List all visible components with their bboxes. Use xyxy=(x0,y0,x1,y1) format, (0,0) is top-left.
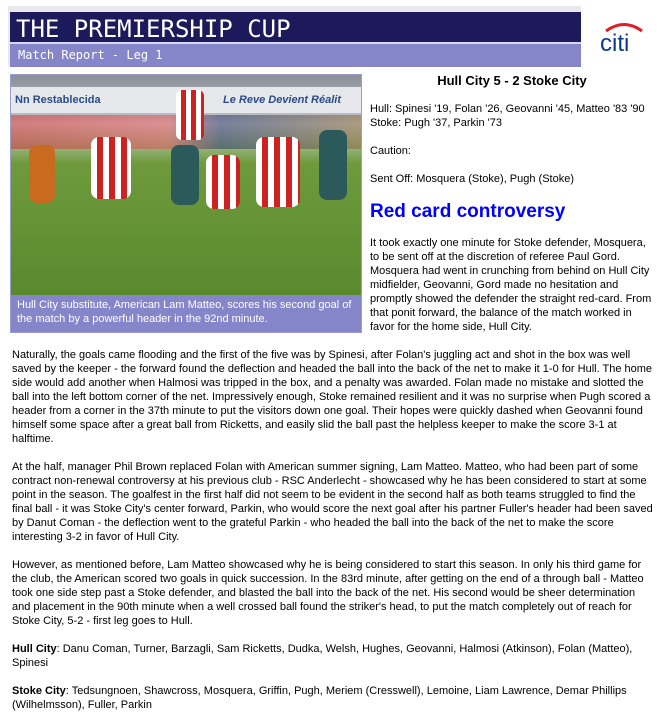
player xyxy=(171,145,199,205)
article-paragraph: It took exactly one minute for Stoke defender, Mosquera, to be sent off at the discretion of referee Paul Gord. Mosquera had went in crunching from behind on Hull City midfielder, Geovanni, Gord made no hesitation and promptly showed the defender the straight red-card. From that ponit forward, the balance of the match worked in favor for the home side, Hull City. xyxy=(370,237,652,333)
cautions: Caution: xyxy=(370,145,411,157)
citi-logo xyxy=(598,20,648,54)
article-content xyxy=(12,74,654,726)
article-paragraph: Naturally, the goals came flooding and the first of the five was by Spinesi, after Folan's juggling act and shot in the box was well saved by the keeper - the forward found the deflection and headed the ball into the back of the net to make it 1-0 for Hull. The home side would add another when Halmosi was tripped in the box, and a penalty was awarded. Folan made no mistake and slotted the ball into the left bottom corner of the net. Impressively enough, Stoke remained resilient and it was no surprise when Pugh scored a header from a corner in the 37th minute to put the visitors down one goal. Their hopes were quickly dashed when Geovanni found himself some space after a great ball from Ricketts, and easily slid the ball past the helpless keeper to make the score 3-1 at halftime. xyxy=(12,349,653,445)
lineup-hull xyxy=(12,642,654,670)
match-photo xyxy=(11,75,361,295)
stoke-scorers: Stoke: Pugh '37, Parkin '73 xyxy=(370,117,503,129)
subtitle-band xyxy=(10,44,581,67)
page-header xyxy=(8,6,581,66)
page-subtitle: Match Report - Leg 1 xyxy=(18,48,163,62)
team-players: : Danu Coman, Turner, Barzagli, Sam Ricketts, Dudka, Welsh, Hughes, Geovanni, Halmosi (Atkinson), Folan (Matteo), Spinesi xyxy=(12,643,633,669)
photo-figure xyxy=(10,74,362,333)
ad-text-left: Nn Restablecida xyxy=(15,94,101,106)
player xyxy=(29,145,55,203)
ad-text-right: Le Reve Devient Réalit xyxy=(223,94,341,106)
player xyxy=(256,137,300,207)
player xyxy=(206,155,240,209)
svg-text:citi: citi xyxy=(600,30,630,54)
team-name: Stoke City xyxy=(12,685,66,697)
sent-off: Sent Off: Mosquera (Stoke), Pugh (Stoke) xyxy=(370,173,575,185)
lineup-stoke xyxy=(12,684,654,712)
team-name: Hull City xyxy=(12,643,57,655)
player xyxy=(319,130,347,200)
hull-scorers: Hull: Spinesi '19, Folan '26, Geovanni '45, Matteo '83 '90 xyxy=(370,103,645,115)
photo-caption: Hull City substitute, American Lam Matteo, scores his second goal of the match by a powerful header in the 92nd minute. xyxy=(17,299,352,325)
title-band xyxy=(10,12,581,44)
player xyxy=(91,137,131,199)
article-paragraph: However, as mentioned before, Lam Matteo showcased why he is being considered to start this season. In only his third game for the club, the American scored two goals in quick succession. In the 83rd minute, after getting on the end of a through ball - Matteo took one side step past a Stoke defender, and blasted the ball into the back of the net. His second would be sheer determination and placement in the 90th minute when a well crossed ball found the striker's head, to put the match completely out of reach for Stoke City, 5-2 - first leg goes to Hull. xyxy=(12,559,644,627)
player xyxy=(176,90,204,140)
section-heading: Red card controversy xyxy=(370,201,566,222)
article-paragraph: At the half, manager Phil Brown replaced Folan with American summer signing, Lam Matteo. Matteo, who had been part of some contract non-renewal controversy at his previous club - RSC Anderlecht - showcased why he has been considered to start at some point in the season. The goalfest in the first half did not seem to be evident in the second half as both teams struggled to find the final ball - it was Stoke City's center forward, Parkin, who would score the next goal after his partner Fuller's header had been saved by Danut Coman - the deflection went to the grateful Parkin - who headed the ball into the back of the net to make the score interesting 3-2 in favor of Hull City. xyxy=(12,461,653,543)
match-score: Hull City 5 - 2 Stoke City xyxy=(437,73,587,88)
site-title: THE PREMIERSHIP CUP xyxy=(16,15,291,43)
team-players: : Tedsungnoen, Shawcross, Mosquera, Griffin, Pugh, Meriem (Cresswell), Lemoine, Liam Lawrence, Demar Phillips (Wilhelmsson), Fuller, Parkin xyxy=(12,685,627,711)
